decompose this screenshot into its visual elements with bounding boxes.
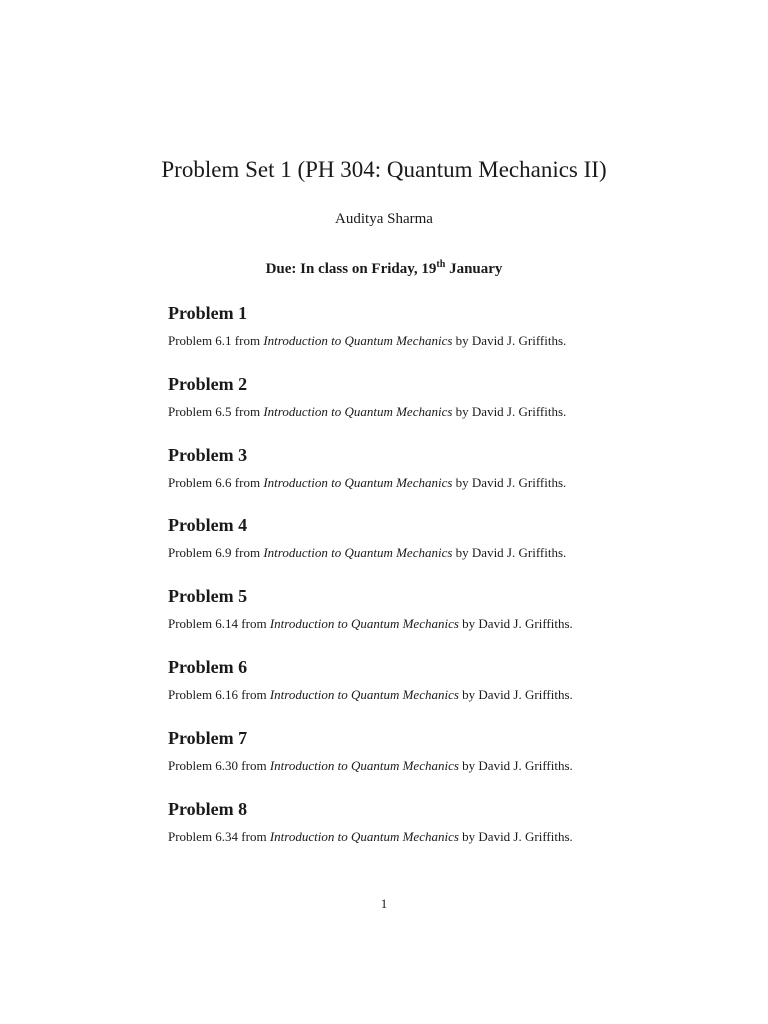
book-author: by David J. Griffiths. (458, 616, 573, 632)
book-title: Introduction to Quantum Mechanics (263, 474, 453, 490)
book-title: Introduction to Quantum Mechanics (269, 757, 459, 773)
problem-item (168, 585, 728, 656)
problem-ref: Problem 6.1 from (168, 333, 264, 348)
problem-text (168, 616, 728, 632)
book-author: by David J. Griffiths. (452, 474, 567, 490)
problem-item (168, 727, 728, 798)
book-title: Introduction to Quantum Mechanics (263, 403, 453, 419)
problem-text (168, 829, 728, 845)
book-author: by David J. Griffiths. (452, 403, 567, 419)
problem-heading: Problem 4 (168, 515, 248, 536)
document-author: Auditya Sharma (335, 211, 433, 227)
problem-text (168, 333, 728, 349)
problem-text (168, 475, 728, 491)
due-month: January (445, 261, 503, 277)
problem-item (168, 444, 728, 515)
book-author: by David J. Griffiths. (452, 333, 567, 348)
problem-heading: Problem 2 (168, 373, 248, 394)
book-title: Introduction to Quantum Mechanics (263, 333, 453, 348)
problem-heading: Problem 5 (168, 586, 248, 607)
problem-ref: Problem 6.16 from (168, 686, 270, 702)
problem-heading: Problem 3 (168, 444, 248, 465)
problem-heading: Problem 6 (168, 656, 248, 677)
book-author: by David J. Griffiths. (458, 686, 573, 702)
due-date (0, 261, 768, 278)
book-title: Introduction to Quantum Mechanics (263, 545, 453, 561)
book-title: Introduction to Quantum Mechanics (269, 828, 459, 844)
problem-ref: Problem 6.14 from (168, 616, 270, 632)
page-number: 1 (380, 896, 388, 911)
book-author: by David J. Griffiths. (452, 545, 567, 561)
problem-ref: Problem 6.6 from (168, 474, 264, 490)
problem-text (168, 404, 728, 420)
book-author: by David J. Griffiths. (458, 828, 573, 844)
problem-item (168, 514, 728, 585)
problem-text (168, 687, 728, 703)
problem-heading: Problem 8 (168, 798, 248, 819)
due-text: Due: In class on Friday, 19 (265, 261, 437, 277)
problem-heading: Problem 7 (168, 727, 248, 748)
problem-ref: Problem 6.30 from (168, 757, 270, 773)
problem-heading: Problem 1 (168, 303, 248, 323)
problem-item (168, 373, 728, 444)
problem-item (168, 302, 728, 373)
book-author: by David J. Griffiths. (458, 757, 573, 773)
problem-ref: Problem 6.5 from (168, 403, 264, 419)
book-title: Introduction to Quantum Mechanics (269, 616, 459, 632)
problem-ref: Problem 6.9 from (168, 545, 264, 561)
problem-list (168, 302, 728, 868)
problem-text (168, 545, 728, 561)
document-title: Problem Set 1 (PH 304: Quantum Mechanics II) (161, 157, 607, 182)
book-title: Introduction to Quantum Mechanics (269, 686, 459, 702)
problem-ref: Problem 6.34 from (168, 828, 270, 844)
due-superscript: th (436, 259, 446, 270)
problem-text (168, 758, 728, 774)
problem-item (168, 798, 728, 869)
problem-item (168, 656, 728, 727)
